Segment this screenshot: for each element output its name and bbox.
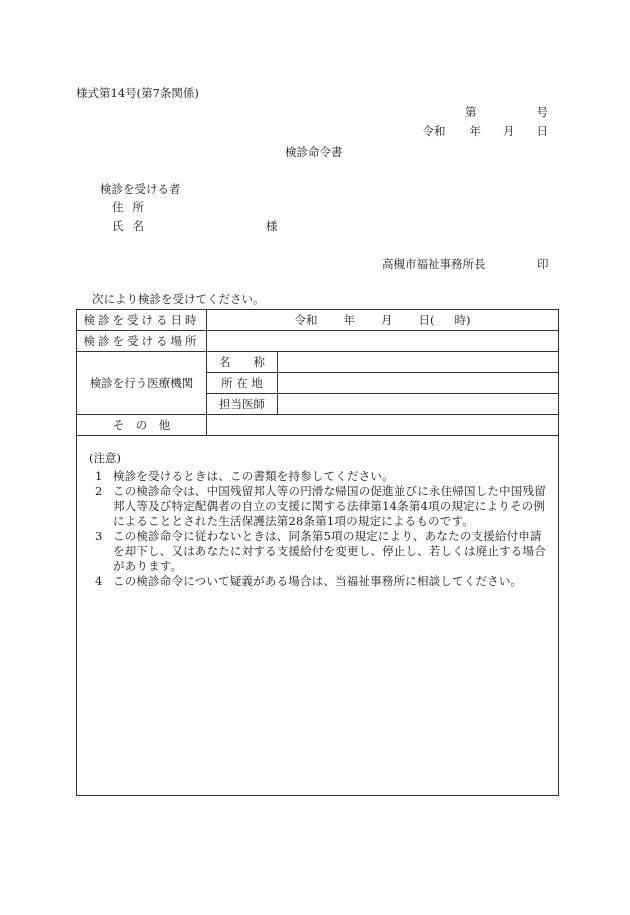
note-text: 検診を受けるときは、この書類を持参してください。 [113,469,394,483]
note-number: 2 [95,484,103,498]
name-label: 氏名 [112,219,153,233]
note-item [89,469,550,484]
order-table [76,309,559,796]
institution-name-field[interactable] [278,352,559,373]
note-text: この検診命令に従わないときは、同条第5項の規定により、あなたの支援給付申請を却下し、又はあなたに対する支援給付を変更し、停止し、若しくは廃止する場合があります。 [113,529,546,573]
document-date [423,123,549,139]
datetime-year: 年 [343,313,355,327]
place-field[interactable] [207,331,559,352]
date-day: 日 [536,124,548,138]
datetime-day: 日( [418,313,435,327]
other-row [77,415,559,436]
recipient-label: 検診を受ける者 [100,182,181,196]
datetime-label: 検診を受ける日時 [77,310,207,331]
institution-doctor-field[interactable] [278,394,559,415]
datetime-row [77,310,559,331]
institution-doctor-label: 担当医師 [207,394,278,415]
note-number: 1 [95,469,103,483]
note-number: 3 [95,529,103,543]
other-label: そ の 他 [77,415,207,436]
institution-label: 検診を行う医療機関 [77,352,207,415]
notes-section [77,436,559,796]
datetime-era: 令和 [294,313,318,327]
note-item [89,529,550,574]
note-item [89,574,550,589]
honorific: 様 [266,219,278,233]
institution-address-label: 所 在 地 [207,373,278,394]
intro-text: 次により検診を受けてください。 [92,292,265,306]
place-label: 検診を受ける場所 [77,331,207,352]
institution-name-row [77,352,559,373]
institution-name-label: 名 称 [207,352,278,373]
date-year: 年 [469,124,481,138]
other-field[interactable] [207,415,559,436]
note-text: この検診命令は、中国残留邦人等の円滑な帰国の促進並びに永住帰国した中国残留邦人等及び特定配偶者の自立の支援に関する法律第14条第4項の規定によりその例によることとされた生活保護法第28条第1項の規定によるものです。 [113,484,546,528]
document-title: 検診命令書 [285,145,343,159]
place-row [77,331,559,352]
datetime-month: 月 [381,313,393,327]
number-prefix: 第 [465,105,477,119]
note-item [89,484,550,529]
issuer-name: 高槻市福祉事務所長 [382,257,486,271]
institution-address-field[interactable] [278,373,559,394]
notes-row [77,436,559,796]
number-suffix: 号 [536,105,548,119]
date-era: 令和 [422,124,446,138]
datetime-field[interactable] [207,310,559,331]
date-month: 月 [503,124,515,138]
notes-heading: (注意) [89,451,121,465]
address-label: 住所 [112,200,153,214]
note-text: この検診命令について疑義がある場合は、当福祉事務所に相談してください。 [113,574,523,588]
seal-mark: 印 [537,257,549,271]
note-number: 4 [95,574,103,588]
form-number: 様式第14号(第7条関係) [76,86,199,100]
document-number [465,104,548,120]
datetime-hour: 時) [454,313,471,327]
